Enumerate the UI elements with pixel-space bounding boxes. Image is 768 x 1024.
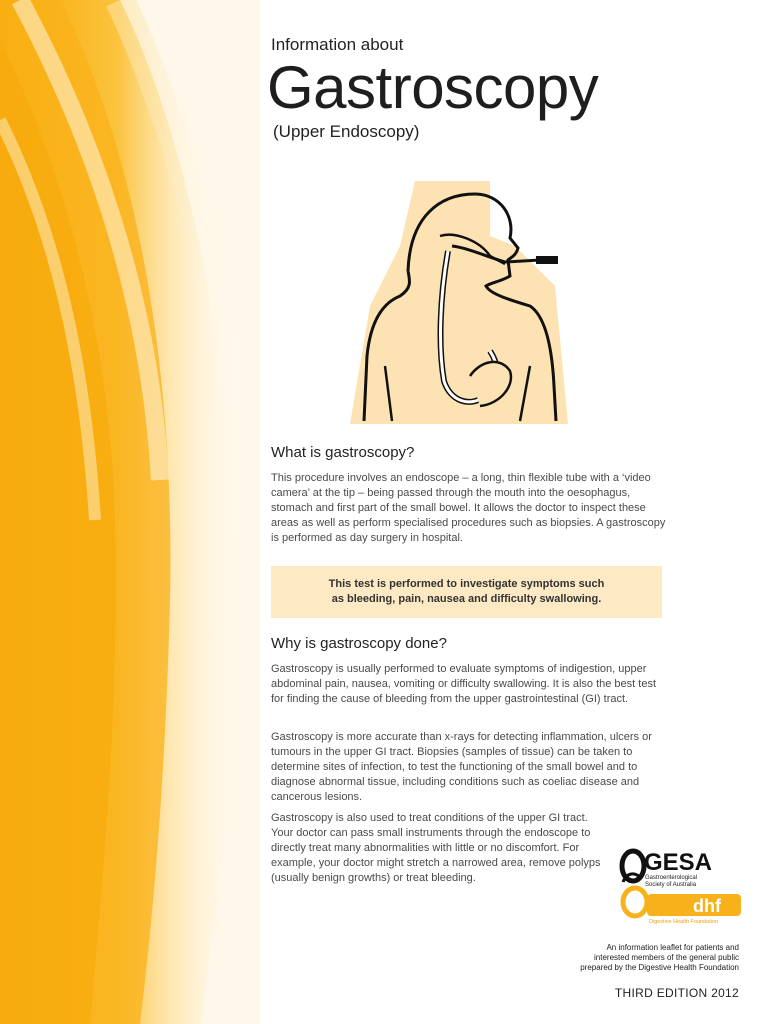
gesa-dhf-logo — [613, 842, 743, 924]
page-title: Gastroscopy — [267, 54, 599, 121]
alternate-name: (Upper Endoscopy) — [273, 122, 420, 141]
dhf-full: Digestive Health Foundation — [649, 919, 719, 924]
footer-line-2: interested members of the general public — [594, 953, 739, 962]
section-heading-what: What is gastroscopy? — [271, 444, 415, 461]
why-paragraph-1: Gastroscopy is usually performed to evaluate symptoms of indigestion, upper abdominal pain, nausea, vomiting or difficulty swallowing. It is also the best test for finding the cause of bleeding from the upper gastrointestinal (GI) tract. — [271, 663, 656, 705]
why-paragraph-2: Gastroscopy is more accurate than x-rays for detecting inflammation, ulcers or tumours in the upper GI tract. Biopsies (samples of tissue) can be taken to determine sites of infection, to test the functioning of the small bowel and to diagnose abnormal tissue, including conditions such as coeliac disease and cancerous lesions. — [271, 731, 652, 803]
edition-label: THIRD EDITION 2012 — [614, 986, 739, 1000]
footer-line-3: prepared by the Digestive Health Foundation — [580, 963, 739, 972]
dhf-text: dhf — [693, 896, 721, 916]
callout-line-1: This test is performed to investigate symptoms such — [328, 578, 605, 590]
gastroscopy-illustration — [340, 176, 580, 424]
why-paragraph-3: Gastroscopy is also used to treat conditions of the upper GI tract. Your doctor can pass small instruments through the endoscope to directly treat many abnormalities with little or no discomfort. For example, your doctor might stretch a narrowed area, remove polyps (usually benign growths) or treat bleeding. — [271, 812, 601, 884]
callout-box — [271, 566, 662, 618]
gesa-full-1: Gastroenterological — [645, 875, 698, 881]
decorative-swirl-background — [0, 0, 260, 1024]
gesa-text: GESA — [644, 849, 713, 876]
footer-note — [580, 943, 739, 973]
section-heading-why: Why is gastroscopy done? — [271, 635, 447, 652]
gesa-full-2: Society of Australia — [645, 882, 697, 888]
footer-line-1: An information leaflet for patients and — [606, 943, 739, 952]
header-subtitle: Information about — [271, 35, 404, 54]
what-body-text: This procedure involves an endoscope – a long, thin flexible tube with a ‘video camera’ at the tip – being passed through the mouth into the oesophagus, stomach and first part of the small bowel. It allows the doctor to inspect these areas as well as perform specialised procedures such as biopsies. A gastroscopy is performed as day surgery in hospital. — [271, 472, 666, 544]
callout-line-2: as bleeding, pain, nausea and difficulty swallowing. — [331, 593, 602, 605]
